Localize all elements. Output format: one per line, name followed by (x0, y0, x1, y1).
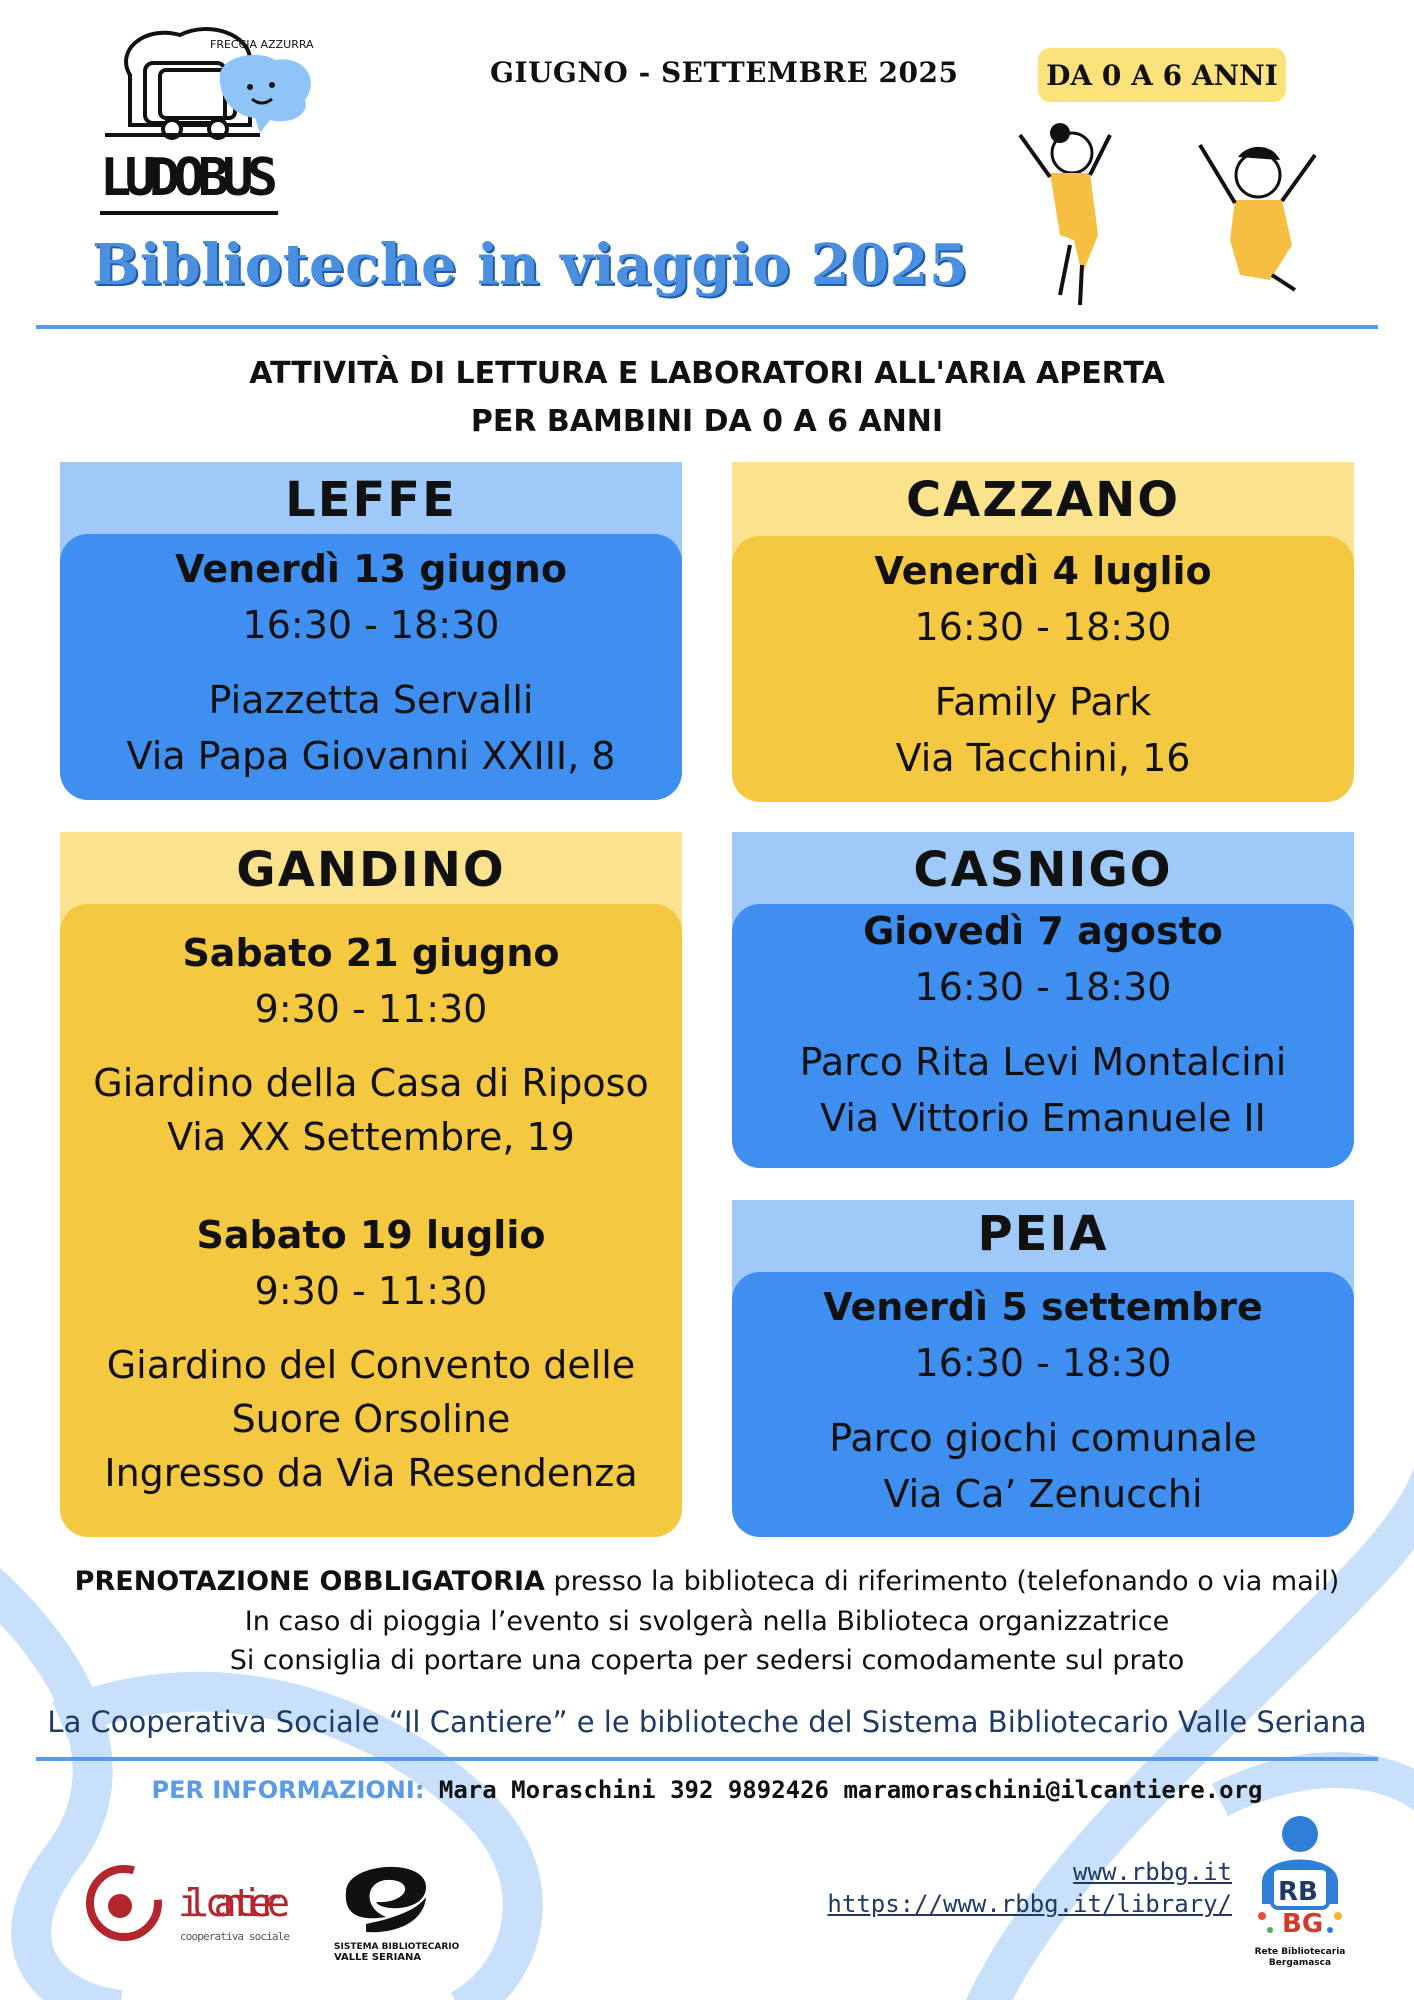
town-name: LEFFE (60, 462, 682, 562)
event-time: 16:30 - 18:30 (914, 965, 1172, 1009)
event-date: Venerdì 5 settembre (823, 1285, 1263, 1329)
contact-info (0, 1776, 1414, 1804)
rbbg-b: BG (1282, 1909, 1324, 1939)
rbbg-library-link[interactable]: https://www.rbbg.it/library/ (827, 1890, 1232, 1918)
age-badge: DA 0 A 6 ANNI (1038, 48, 1286, 102)
event-address: Via XX Settembre, 19 (167, 1115, 575, 1159)
contact-details: Mara Moraschini 392 9892426 maramoraschini@ilcantiere.org (438, 1776, 1263, 1804)
rbbg-sub-2: Bergamasca (1268, 1958, 1332, 1968)
rbbg-sub-1: Rete Bibliotecaria (1254, 1947, 1346, 1957)
blanket-note: Si consiglia di portare una coperta per sedersi comodamente sul prato (229, 1645, 1185, 1676)
event-card-peia (732, 1200, 1354, 1537)
event-time: 16:30 - 18:30 (242, 603, 500, 647)
event-date: Sabato 21 giugno (182, 931, 560, 975)
event-date: Sabato 19 luglio (196, 1213, 546, 1257)
event-address: Via Tacchini, 16 (895, 736, 1191, 780)
girl-figure (1020, 123, 1110, 305)
event-card-cazzano (732, 462, 1354, 802)
rbbg-logo (1250, 1812, 1350, 1972)
event-date: Giovedì 7 agosto (863, 909, 1223, 953)
cantiere-sub: cooperativa sociale (180, 1930, 290, 1943)
event-date: Venerdì 13 giugno (175, 547, 567, 591)
divider-top (36, 325, 1378, 329)
event-place: Family Park (934, 680, 1152, 724)
event-card-casnigo (732, 832, 1354, 1168)
ludobus-logo (100, 15, 350, 225)
event-place: Giardino del Convento delle (106, 1343, 636, 1387)
rbbg-link[interactable]: www.rbbg.it (1073, 1858, 1232, 1886)
rain-note: In caso di pioggia l’evento si svolgerà nella Biblioteca organizzatrice (244, 1606, 1170, 1637)
subtitle-line-1: ATTIVITÀ DI LETTURA E LABORATORI ALL'ARIA APERTA (249, 356, 1165, 391)
event-card-gandino (60, 832, 682, 1537)
event-address: Via Vittorio Emanuele II (820, 1096, 1266, 1140)
logo-tag: FRECCIA AZZURRA (210, 38, 314, 51)
event-time: 16:30 - 18:30 (914, 1341, 1172, 1385)
event-place: Giardino della Casa di Riposo (93, 1061, 649, 1105)
town-name: CAZZANO (732, 462, 1354, 562)
event-address: Via Ca’ Zenucchi (883, 1472, 1203, 1516)
subtitle-line-2: PER BAMBINI DA 0 A 6 ANNI (470, 404, 944, 439)
divider-bottom (36, 1757, 1378, 1761)
event-time: 9:30 - 11:30 (254, 1269, 488, 1313)
event-place: Parco giochi comunale (829, 1416, 1257, 1460)
rbbg-r: RB (1278, 1877, 1318, 1907)
event-time: 9:30 - 11:30 (254, 987, 488, 1031)
boy-figure (1200, 145, 1315, 290)
booking-note-bold: PRENOTAZIONE OBBLIGATORIA (74, 1566, 545, 1597)
event-place: Suore Orsoline (231, 1397, 511, 1441)
town-name: PEIA (732, 1200, 1354, 1300)
booking-note-rest: presso la biblioteca di riferimento (telefonando o via mail) (544, 1566, 1340, 1597)
event-place: Piazzetta Servalli (208, 678, 534, 722)
event-card-leffe (60, 462, 682, 800)
il-cantiere-logo (86, 1858, 296, 1948)
event-address: Ingresso da Via Resendenza (104, 1451, 638, 1495)
town-name: CASNIGO (732, 832, 1354, 932)
sbv-line-2: VALLE SERIANA (334, 1952, 422, 1963)
event-place: Parco Rita Levi Montalcini (799, 1040, 1287, 1084)
main-title: Biblioteche in viaggio 2025 (92, 232, 969, 298)
sbv-line-1: SISTEMA BIBLIOTECARIO (334, 1942, 460, 1952)
cooperative-line: La Cooperativa Sociale “Il Cantiere” e le biblioteche del Sistema Bibliotecario Valle Seriana (47, 1705, 1367, 1739)
website-links (827, 1856, 1232, 1920)
event-date: Venerdì 4 luglio (874, 549, 1212, 593)
contact-label: PER INFORMAZIONI: (151, 1776, 425, 1804)
town-name: GANDINO (60, 832, 682, 932)
period-label: GIUGNO - SETTEMBRE 2025 (490, 56, 959, 89)
cantiere-name: il cantiere (178, 1881, 290, 1925)
logo-name: LUDOBUS (100, 148, 278, 208)
event-time: 16:30 - 18:30 (914, 605, 1172, 649)
sistema-bibliotecario-logo (326, 1852, 460, 1963)
booking-note (0, 1562, 1414, 1602)
event-address: Via Papa Giovanni XXIII, 8 (126, 734, 616, 778)
jumping-kids-illustration (1010, 115, 1340, 315)
